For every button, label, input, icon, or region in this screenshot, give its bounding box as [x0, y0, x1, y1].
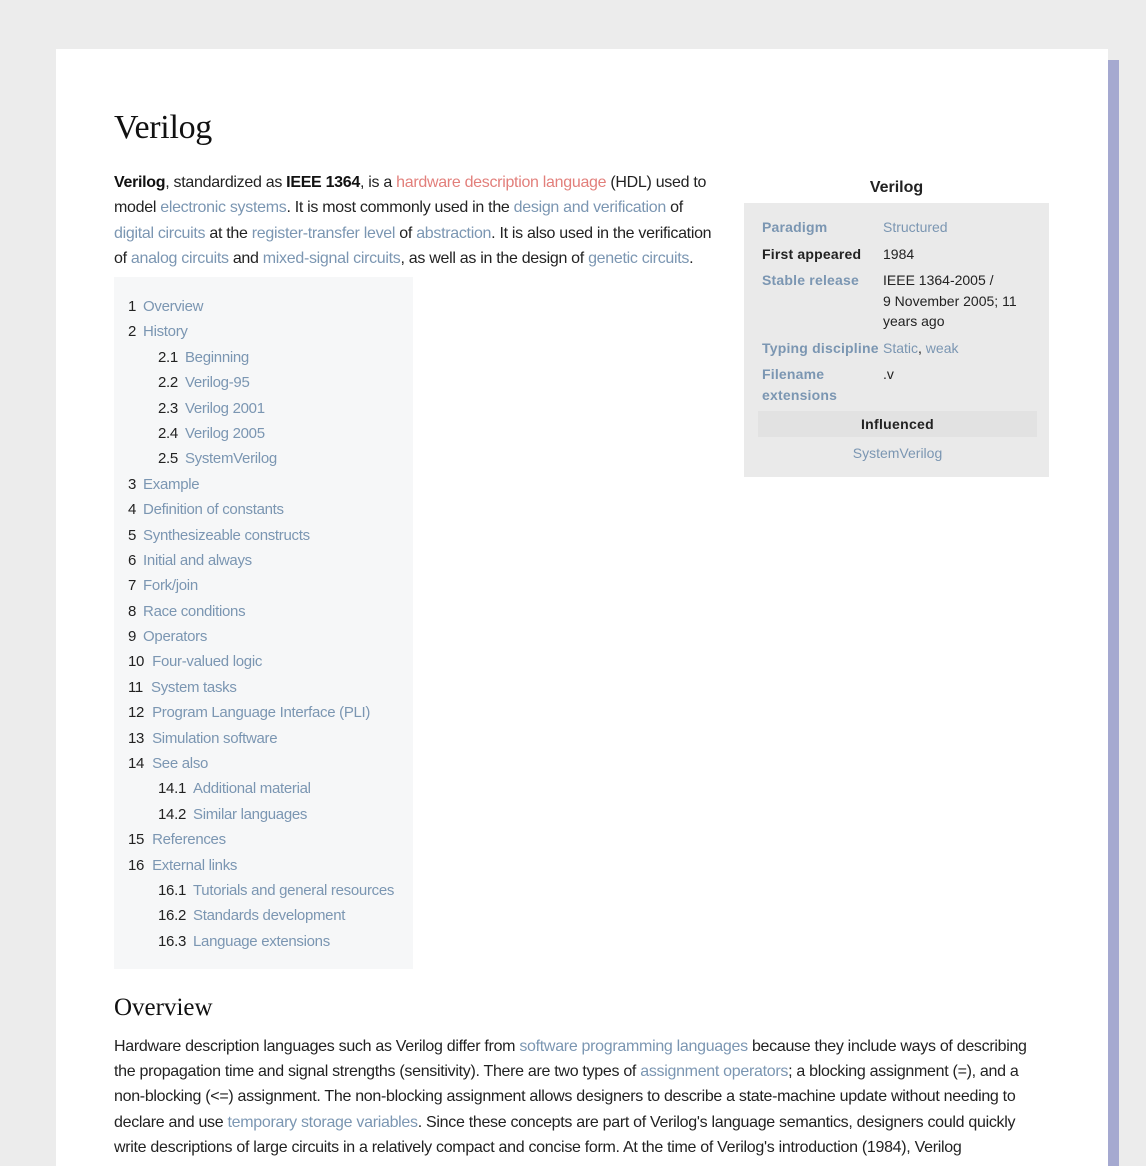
infobox-row-first-appeared — [762, 244, 1033, 265]
infobox-row-stable-release — [762, 270, 1033, 332]
infobox — [744, 174, 1049, 477]
toc-number: 14.2 — [158, 805, 186, 823]
toc-item[interactable] — [128, 678, 394, 703]
toc-link[interactable]: History — [143, 323, 188, 341]
toc-item[interactable] — [128, 856, 394, 881]
toc-item[interactable] — [128, 348, 394, 373]
stable-release-line: IEEE 1364-2005 / — [883, 272, 994, 288]
infobox-link-systemverilog[interactable]: SystemVerilog — [852, 445, 943, 461]
toc-number: 16.2 — [158, 907, 186, 925]
toc-item[interactable] — [128, 526, 394, 551]
toc-item[interactable] — [128, 373, 394, 398]
link-software-programming-languages[interactable]: software programming languages — [519, 1038, 748, 1055]
toc-link[interactable]: References — [152, 831, 226, 849]
table-of-contents — [114, 277, 413, 969]
toc-number: 9 — [128, 628, 137, 646]
toc-item[interactable] — [128, 449, 394, 474]
toc-link[interactable]: Race conditions — [143, 602, 246, 620]
infobox-key-paradigm[interactable]: Paradigm — [762, 219, 828, 235]
infobox-row-typing — [762, 338, 1033, 359]
link-hardware-description-language[interactable]: hardware description language — [396, 174, 607, 191]
toc-link[interactable]: SystemVerilog — [184, 450, 277, 468]
toc-link[interactable]: Program Language Interface (PLI) — [152, 704, 371, 722]
overview-text: because they include ways of describing the propagation time and signal strengths (sensitivity). There are two types of — [114, 1038, 1027, 1081]
page-title: Verilog — [114, 109, 212, 146]
infobox-key-typing[interactable]: Typing discipline — [762, 339, 879, 356]
toc-number: 16.3 — [158, 932, 186, 950]
infobox-key-filename[interactable]: Filename extensions — [762, 366, 838, 403]
infobox-link-static[interactable]: Static — [883, 339, 919, 356]
toc-number: 4 — [128, 501, 137, 519]
toc-link[interactable]: Standards development — [193, 907, 346, 925]
lead-text: , standardized as — [165, 174, 287, 191]
toc-number: 14 — [128, 755, 145, 773]
infobox-body — [744, 203, 1049, 477]
toc-item[interactable] — [128, 881, 394, 906]
overview-text: ; a blocking assignment (=), and a non-blocking (<=) assignment. The non-blocking assignment allows designers to describe a state-machine update without needing to declare and use — [114, 1063, 1019, 1131]
lead-text: of — [395, 224, 417, 242]
toc-number: 14.1 — [158, 780, 186, 798]
toc-number: 16.1 — [158, 881, 186, 899]
section-heading-overview: Overview — [114, 994, 213, 1021]
link-design-and-verification[interactable]: design and verification — [513, 199, 666, 217]
toc-number: 5 — [128, 526, 137, 544]
toc-link[interactable]: Fork/join — [143, 577, 198, 595]
toc-number: 11 — [128, 678, 143, 696]
toc-link[interactable]: External links — [152, 856, 238, 874]
right-accent-bar — [1108, 60, 1119, 1166]
toc-number: 3 — [128, 475, 137, 493]
toc-link[interactable]: Language extensions — [193, 932, 330, 950]
toc-number: 16 — [128, 856, 145, 874]
toc-link[interactable]: Tutorials and general resources — [193, 881, 395, 899]
toc-item[interactable] — [128, 703, 394, 728]
toc-item[interactable] — [128, 576, 394, 601]
toc-link[interactable]: Four-valued logic — [152, 653, 263, 671]
toc-link[interactable]: Operators — [143, 628, 208, 646]
link-register-transfer-level[interactable]: register-transfer level — [251, 224, 396, 242]
toc-item[interactable] — [128, 754, 394, 779]
article-page — [56, 49, 1108, 1166]
link-temporary-storage-variables[interactable]: temporary storage variables — [227, 1113, 418, 1131]
toc-number: 10 — [128, 653, 145, 671]
toc-link[interactable]: Initial and always — [143, 551, 252, 569]
toc-number: 2 — [128, 323, 137, 341]
overview-text: Hardware description languages such as Verilog differ from — [114, 1038, 520, 1055]
link-genetic-circuits[interactable]: genetic circuits — [588, 249, 690, 267]
link-electronic-systems[interactable]: electronic systems — [160, 199, 287, 217]
toc-list — [128, 297, 394, 957]
toc-number: 6 — [128, 551, 137, 569]
toc-item[interactable] — [128, 500, 394, 525]
toc-item[interactable] — [128, 424, 394, 449]
toc-item[interactable] — [128, 627, 394, 652]
lead-text: , as well as in the design of — [400, 249, 589, 267]
lead-bold-standard: IEEE 1364 — [286, 174, 360, 191]
toc-number: 13 — [128, 729, 145, 747]
infobox-value-filename: .v — [883, 366, 894, 382]
toc-link[interactable]: Additional material — [193, 780, 311, 798]
infobox-row-filename — [762, 364, 1033, 405]
toc-item[interactable] — [128, 322, 394, 347]
infobox-link-weak[interactable]: weak — [925, 339, 959, 356]
toc-link[interactable]: See also — [152, 755, 209, 773]
lead-text: of — [665, 199, 683, 217]
toc-item[interactable] — [128, 297, 394, 322]
toc-link[interactable]: Verilog-95 — [184, 374, 250, 392]
infobox-value-first-appeared: 1984 — [883, 245, 915, 262]
toc-item[interactable] — [128, 779, 394, 804]
lead-text: (HDL) used to model — [114, 174, 707, 217]
overview-paragraph — [114, 1034, 1049, 1160]
infobox-value-stable-release — [883, 270, 1033, 332]
typing-separator: , — [918, 339, 926, 356]
toc-number: 7 — [128, 577, 137, 595]
lead-text: . It is most commonly used in the — [286, 199, 514, 217]
toc-item[interactable] — [128, 475, 394, 500]
toc-link[interactable]: Beginning — [184, 348, 249, 366]
link-mixed-signal-circuits[interactable]: mixed-signal circuits — [262, 249, 401, 267]
toc-link[interactable]: Similar languages — [193, 805, 308, 823]
toc-number: 2.5 — [158, 450, 178, 468]
toc-number: 8 — [128, 602, 137, 620]
toc-number: 2.1 — [158, 348, 178, 366]
infobox-link-structured[interactable]: Structured — [883, 219, 948, 235]
toc-number: 15 — [128, 831, 145, 849]
lead-text: . It is also used in the verification of — [114, 224, 712, 267]
lead-text: . — [689, 249, 694, 267]
link-analog-circuits[interactable]: analog circuits — [130, 249, 229, 267]
toc-number: 2.3 — [158, 399, 178, 417]
toc-number: 12 — [128, 704, 145, 722]
lead-text: , is a — [359, 174, 397, 191]
toc-link[interactable]: Synthesizeable constructs — [143, 526, 310, 544]
toc-item[interactable] — [128, 932, 394, 957]
infobox-key-stable-release[interactable]: Stable release — [762, 272, 859, 288]
toc-link[interactable]: Overview — [143, 298, 204, 315]
toc-number: 1 — [128, 298, 137, 315]
toc-number: 2.4 — [158, 424, 178, 442]
lead-paragraph — [114, 170, 726, 271]
toc-link[interactable]: System tasks — [150, 678, 237, 696]
toc-number: 2.2 — [158, 374, 178, 392]
infobox-section-influenced: Influenced — [758, 411, 1037, 437]
toc-link[interactable]: Verilog 2001 — [184, 399, 265, 417]
lead-text: and — [228, 249, 263, 267]
toc-link[interactable]: Simulation software — [152, 729, 278, 747]
toc-item[interactable] — [128, 729, 394, 754]
infobox-row-paradigm — [762, 217, 1033, 238]
stable-release-line: years ago — [883, 313, 945, 329]
lead-text: at the — [205, 224, 252, 242]
toc-item[interactable] — [128, 652, 394, 677]
link-digital-circuits[interactable]: digital circuits — [114, 224, 206, 242]
toc-link[interactable]: Verilog 2005 — [184, 424, 265, 442]
toc-link[interactable]: Definition of constants — [143, 501, 284, 519]
overview-text: . Since these concepts are part of Verilog's language semantics, designers could quickly write descriptions of large circuits in a relatively compact and concise form. At the time of Verilog's introduction (1984), Verilog — [114, 1113, 1016, 1156]
toc-item[interactable] — [128, 830, 394, 855]
infobox-key-first-appeared: First appeared — [762, 245, 862, 262]
toc-link[interactable]: Example — [143, 475, 200, 493]
toc-item[interactable] — [128, 805, 394, 830]
infobox-title: Verilog — [869, 179, 924, 196]
toc-item[interactable] — [128, 602, 394, 627]
stable-release-line: 9 November 2005; 11 — [883, 292, 1017, 309]
lead-bold-title: Verilog — [114, 174, 166, 191]
toc-item[interactable] — [128, 399, 394, 424]
link-assignment-operators[interactable]: assignment operators — [640, 1063, 789, 1081]
toc-item[interactable] — [128, 551, 394, 576]
link-abstraction[interactable]: abstraction — [416, 224, 492, 242]
toc-item[interactable] — [128, 906, 394, 931]
